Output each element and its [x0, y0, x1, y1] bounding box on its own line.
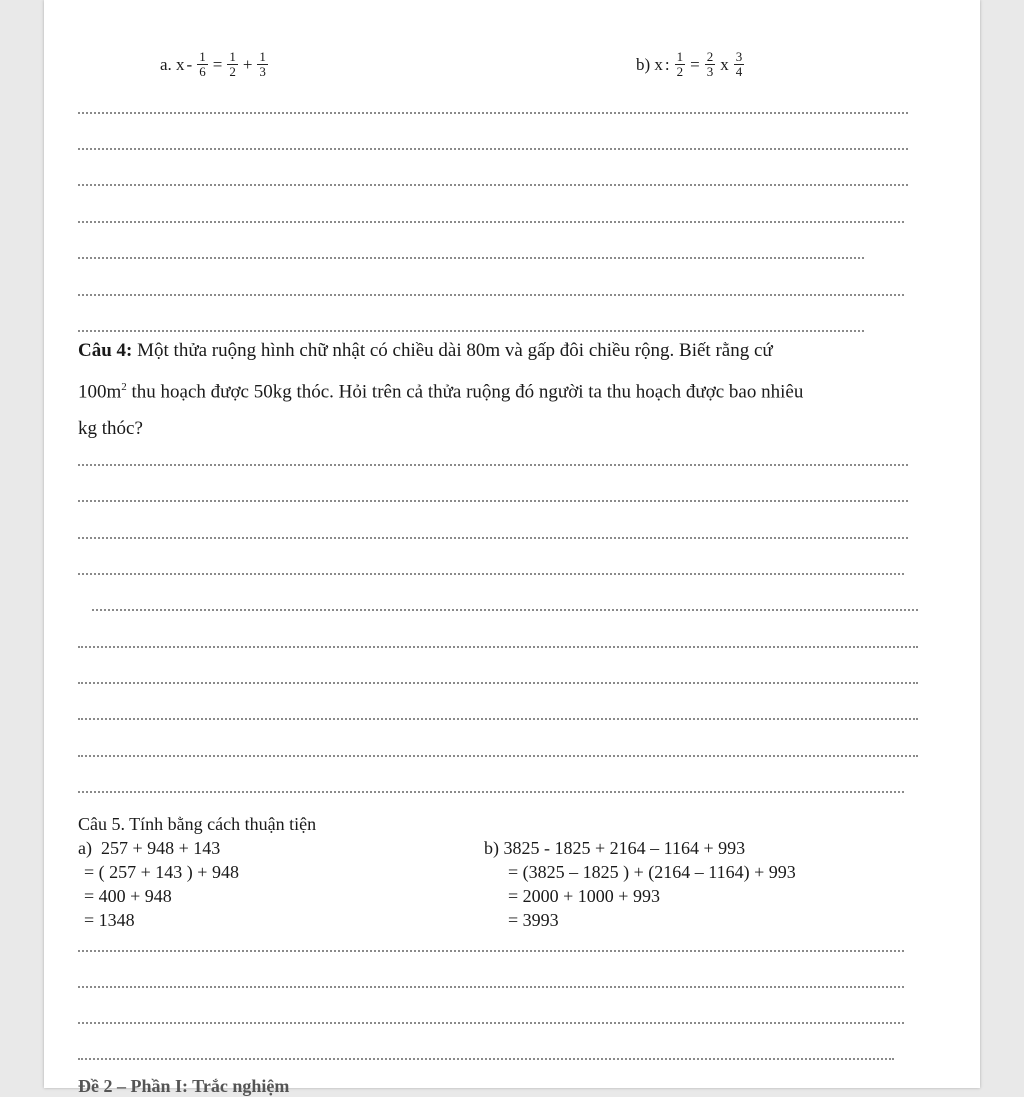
answer-line[interactable] [92, 609, 918, 611]
question-4-text-1: Một thửa ruộng hình chữ nhật có chiều dài 80m và gấp đôi chiều rộng. Biết rằng cứ [137, 340, 773, 361]
answer-line[interactable] [78, 257, 864, 259]
exercise-a-var: x [176, 54, 185, 74]
fraction: $\frac{1}{2}$ [229, 49, 236, 79]
answer-line[interactable] [78, 682, 918, 684]
question-4 [78, 332, 938, 447]
exercise-b-op1: : [664, 54, 670, 74]
fraction: $\frac{1}{6}$ [199, 49, 206, 79]
answer-line[interactable] [78, 950, 904, 952]
exercise-b-var: x [654, 54, 663, 74]
q5a-line-3: = 400 + 948 [84, 886, 172, 906]
answer-line[interactable] [78, 791, 904, 793]
exercise-a-op1: - [186, 54, 193, 74]
fraction: $\frac{1}{2}$ [676, 49, 684, 79]
fraction: $\frac{1}{3}$ [259, 49, 266, 79]
question-5-title: Câu 5. Tính bằng cách thuận tiện [78, 814, 317, 834]
answer-line[interactable] [78, 294, 904, 296]
exercise-b [636, 50, 747, 79]
question-4-label: Câu 4: [78, 340, 133, 361]
question-4-line-3: kg thóc? [78, 418, 143, 440]
document-page [44, 0, 980, 1096]
answer-line[interactable] [78, 986, 904, 988]
equals-sign: = [212, 54, 223, 74]
answer-line[interactable] [78, 1058, 894, 1060]
q5a-line-4: = 1348 [84, 910, 135, 930]
answer-line[interactable] [78, 148, 908, 150]
answer-line[interactable] [78, 537, 908, 539]
exercise-a-label: a. [160, 54, 172, 74]
answer-line[interactable] [78, 1022, 904, 1024]
answer-line[interactable] [78, 718, 918, 720]
answer-line[interactable] [78, 500, 908, 502]
answer-line[interactable] [78, 112, 908, 114]
question-5-a [78, 836, 239, 932]
q5b-line-4: = 3993 [508, 910, 559, 930]
question-4-line-2: $100m^2$ thu hoạch được 50kg thóc. Hỏi trên cả thửa ruộng đó người ta thu hoạch được bao nhiêu [78, 381, 804, 403]
plus-sign: + [242, 54, 253, 74]
q5a-line-1: a) 257 + 948 + 143 [78, 838, 221, 858]
next-section-heading: Đề 2 – Phần I: Trắc nghiệm [78, 1076, 290, 1096]
answer-line[interactable] [78, 573, 904, 575]
fraction: $\frac{3}{4}$ [735, 49, 743, 79]
q5a-line-2: = ( 257 + 143 ) + 948 [84, 862, 239, 882]
answer-line[interactable] [78, 221, 904, 223]
times-sign: x [720, 54, 729, 74]
answer-line[interactable] [78, 184, 908, 186]
answer-line[interactable] [78, 755, 918, 757]
exercise-b-label: b) [636, 54, 651, 74]
fraction: $\frac{2}{3}$ [706, 49, 714, 79]
equals-sign: = [690, 54, 700, 74]
q5b-line-3: = 2000 + 1000 + 993 [508, 886, 660, 906]
q5b-line-2: = (3825 – 1825 ) + (2164 – 1164) + 993 [508, 862, 796, 882]
exercise-a [160, 50, 271, 79]
question-4-line-1 [78, 332, 938, 369]
answer-line[interactable] [78, 646, 918, 648]
answer-line[interactable] [78, 464, 908, 466]
q5b-line-1: b) 3825 - 1825 + 2164 – 1164 + 993 [484, 838, 746, 858]
question-5-b [484, 836, 796, 932]
